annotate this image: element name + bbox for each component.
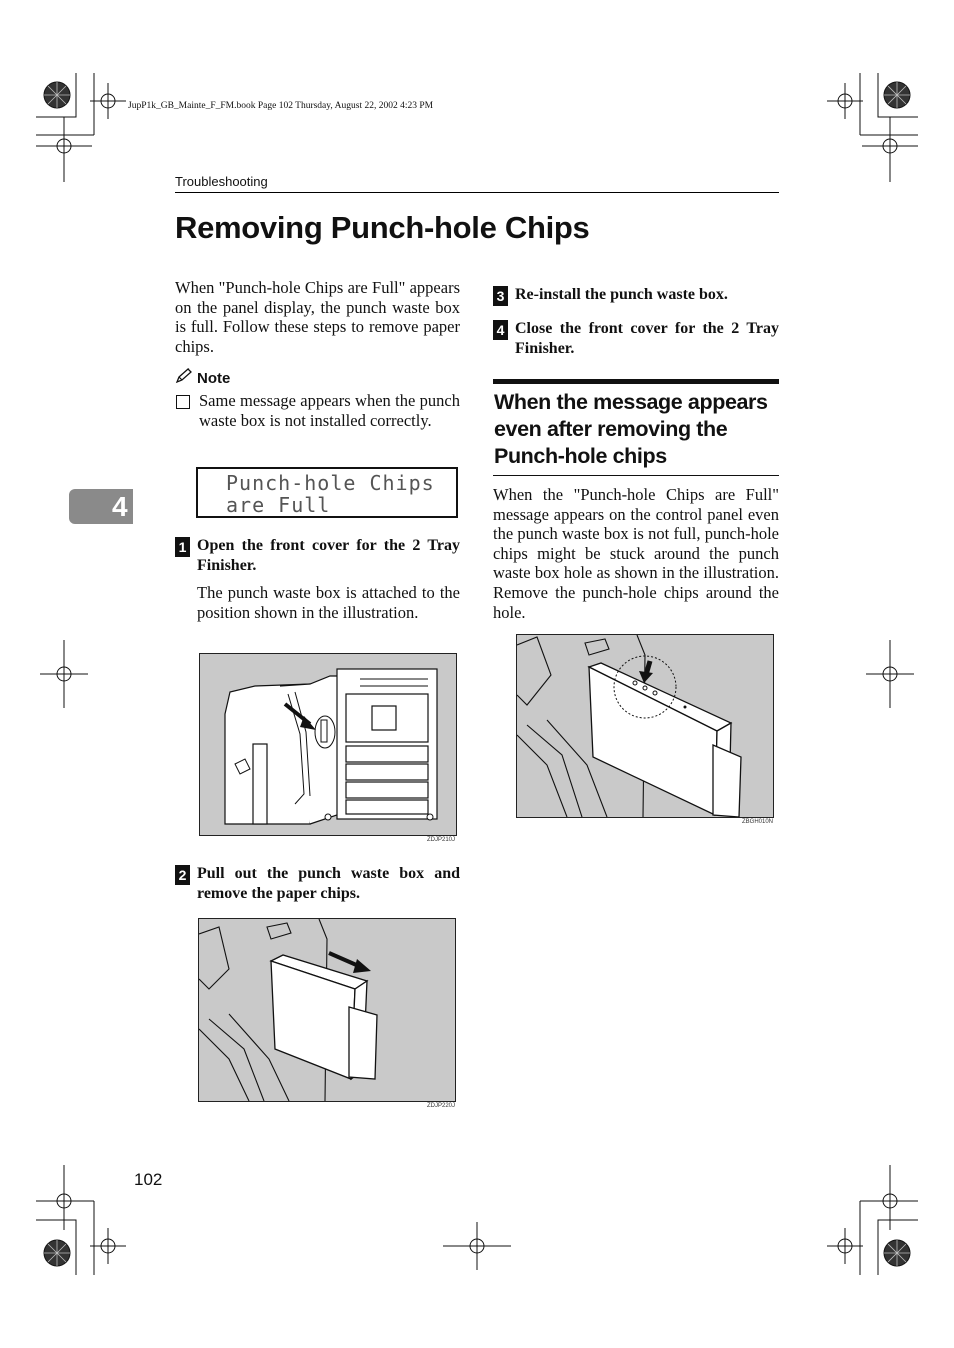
step-4 bbox=[493, 319, 779, 358]
note-label: Note bbox=[197, 369, 231, 387]
step-number: 2 bbox=[175, 865, 190, 885]
step-label: Open the front cover for the 2 Tray Finisher. bbox=[197, 537, 460, 574]
punch-waste-box-removal-illustration bbox=[198, 918, 456, 1102]
step-label: Re-install the punch waste box. bbox=[515, 286, 728, 303]
intro-paragraph: When "Punch-hole Chips are Full" appears on the panel display, the punch waste box is full. Follow these steps to remove paper chips. bbox=[175, 278, 460, 356]
note-heading bbox=[175, 368, 230, 388]
step-number: 1 bbox=[175, 537, 190, 557]
pencil-icon bbox=[175, 368, 193, 388]
step-1-body: The punch waste box is attached to the position shown in the illustration. bbox=[197, 583, 460, 622]
file-info-header: JupP1k_GB_Mainte_F_FM.book Page 102 Thursday, August 22, 2002 4:23 PM bbox=[128, 101, 434, 111]
note-item-text: Same message appears when the punch waste box is not installed correctly. bbox=[199, 391, 460, 430]
chapter-number: 4 bbox=[112, 491, 128, 522]
step-1 bbox=[175, 536, 460, 575]
subsection-paragraph: When the "Punch-hole Chips are Full" message appears on the control panel even the punch waste box is not full, punch-hole chips might be stuck around the punch waste box hole as shown in the illustration. Remove the punch-hole chips around the hole. bbox=[493, 485, 779, 622]
page-number: 102 bbox=[134, 1170, 163, 1189]
step-number: 4 bbox=[493, 320, 508, 340]
subsection-top-rule bbox=[493, 379, 779, 384]
subsection-title: When the message appears even after removing the Punch-hole chips bbox=[494, 390, 768, 468]
note-item bbox=[175, 391, 460, 430]
subsection-bottom-rule bbox=[493, 475, 779, 476]
lcd-line-2: are Full bbox=[226, 493, 331, 517]
figure-code: ZDJP220J bbox=[427, 1103, 456, 1109]
page-title: Removing Punch-hole Chips bbox=[175, 210, 590, 245]
step-label: Close the front cover for the 2 Tray Finisher. bbox=[515, 320, 779, 357]
panel-display-message bbox=[196, 467, 458, 518]
lcd-line-1: Punch-hole Chips bbox=[226, 471, 435, 495]
punch-waste-box-hole-illustration bbox=[516, 634, 774, 818]
figure-code: ZBGH010N bbox=[742, 819, 774, 825]
running-head: Troubleshooting bbox=[175, 174, 268, 189]
checkbox-icon bbox=[176, 395, 190, 409]
header-rule bbox=[175, 192, 779, 193]
step-3 bbox=[493, 285, 779, 306]
step-number: 3 bbox=[493, 286, 508, 306]
finisher-illustration bbox=[199, 653, 457, 836]
step-label: Pull out the punch waste box and remove the paper chips. bbox=[197, 865, 460, 902]
figure-code: ZDJP210J bbox=[427, 837, 456, 843]
step-2 bbox=[175, 864, 460, 903]
